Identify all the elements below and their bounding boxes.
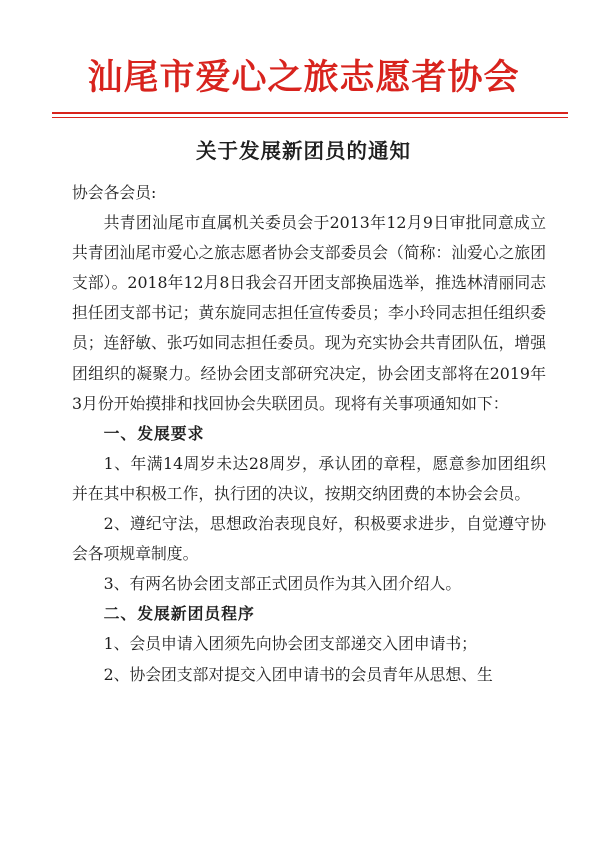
section-heading-procedure: 二、发展新团员程序	[103, 604, 255, 624]
section-heading-requirements: 一、发展要求	[103, 423, 205, 443]
letterhead-rule-thin	[52, 117, 568, 118]
notice-body	[72, 178, 546, 690]
intro-paragraph: 共青团汕尾市直属机关委员会于2013年12月9日审批同意成立共青团汕尾市爱心之旅志愿者协会支部委员会（简称：汕爱心之旅团支部）。2018年12月8日我会召开团支部换届选举，推选林清丽同志担任团支部书记；黄东旋同志担任宣传委员；李小玲同志担任组织委员；连舒敏、张巧如同志担任委员。现为充实协会共青团队伍，增强团组织的凝聚力。经协会团支部研究决定，协会团支部将在2019年3月份开始摸排和找回协会失联团员。现将有关事项通知如下：	[72, 213, 546, 413]
requirement-item: 3、有两名协会团支部正式团员作为其入团介绍人。	[103, 574, 462, 594]
procedure-item: 2、协会团支部对提交入团申请书的会员青年从思想、生	[103, 664, 493, 684]
letterhead-rule	[52, 112, 568, 114]
salutation: 协会各会员:	[72, 183, 157, 202]
requirement-item: 2、遵纪守法，思想政治表现良好，积极要求进步，自觉遵守协会各项规章制度。	[72, 514, 546, 564]
requirement-item: 1、年满14周岁未达28周岁，承认团的章程，愿意参加团组织并在其中积极工作，执行团的决议，按期交纳团费的本协会会员。	[72, 453, 546, 503]
notice-title: 关于发展新团员的通知	[196, 139, 411, 163]
procedure-item: 1、会员申请入团须先向协会团支部递交入团申请书；	[103, 634, 477, 654]
org-letterhead-title: 汕尾市爱心之旅志愿者协会	[87, 57, 520, 98]
